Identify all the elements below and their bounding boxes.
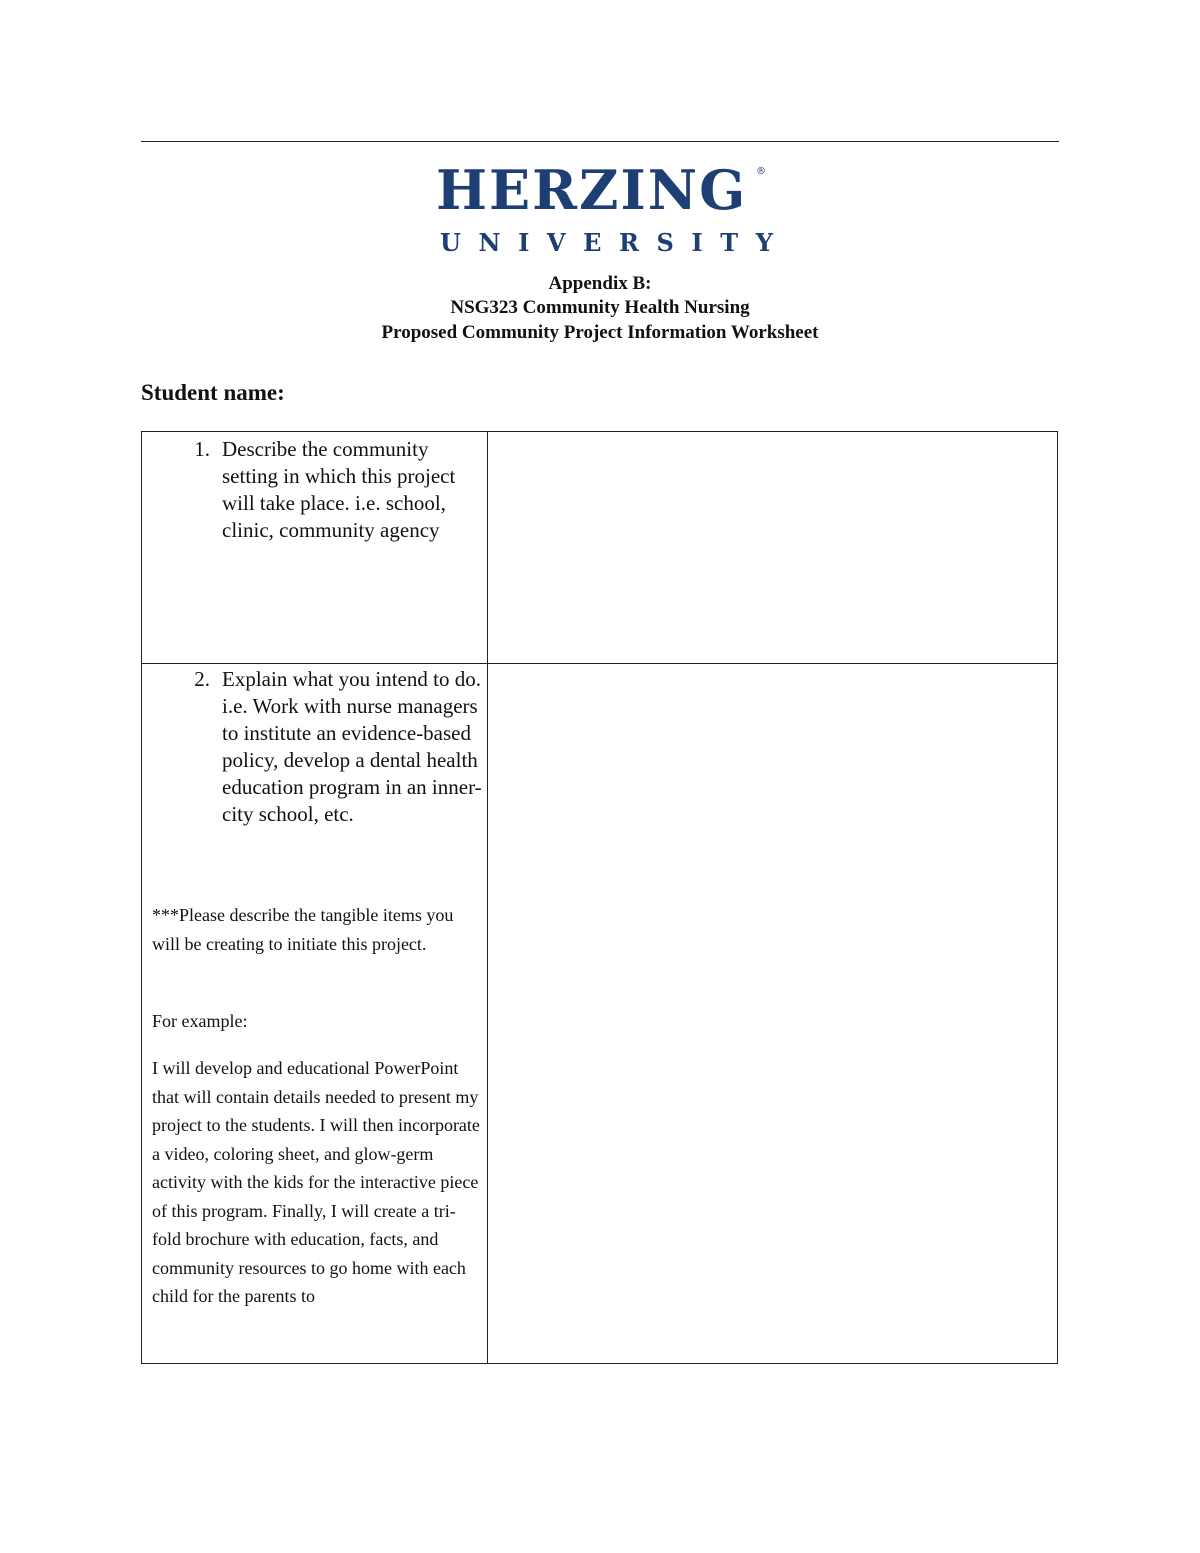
student-name-label: Student name: (141, 380, 285, 405)
logo-subtitle: UNIVERSITY (440, 228, 791, 257)
course-heading: NSG323 Community Health Nursing (450, 297, 750, 318)
appendix-heading: Appendix B: (548, 273, 652, 294)
logo-wordmark: HERZING (436, 158, 748, 222)
row-divider (142, 663, 1057, 664)
answer-1-cell[interactable] (489, 432, 1057, 662)
herzing-university-logo (420, 158, 791, 268)
worksheet-table (141, 431, 1058, 1364)
top-rule (141, 141, 1059, 142)
question-2-cell (142, 666, 487, 866)
registered-mark: ® (756, 166, 766, 177)
tangible-items-note: ***Please describe the tangible items you will be creating to initiate this project. (152, 905, 454, 954)
worksheet-title: Proposed Community Project Information Worksheet (381, 322, 819, 343)
column-divider (487, 432, 488, 1363)
answer-2-cell[interactable] (489, 665, 1057, 1363)
question-2-number: 2. (194, 667, 210, 691)
question-1-text: Describe the community setting in which this project will take place. i.e. school, clinic, community agency (222, 437, 456, 542)
question-1-cell (142, 436, 487, 663)
for-example-label: For example: (152, 1011, 248, 1031)
question-1-number: 1. (194, 437, 210, 461)
question-2-text: Explain what you intend to do. i.e. Work with nurse managers to institute an evidence-based policy, develop a dental health education program in an inner-city school, etc. (222, 667, 482, 826)
example-paragraph: I will develop and educational PowerPoint that will contain details needed to present my project to the students. I will then incorporate a video, coloring sheet, and glow-germ activity with the kids for the interactive piece of this program. Finally, I will create a tri-fold brochure with education, facts, and community resources to go home with each child for the parents to (152, 1058, 480, 1306)
